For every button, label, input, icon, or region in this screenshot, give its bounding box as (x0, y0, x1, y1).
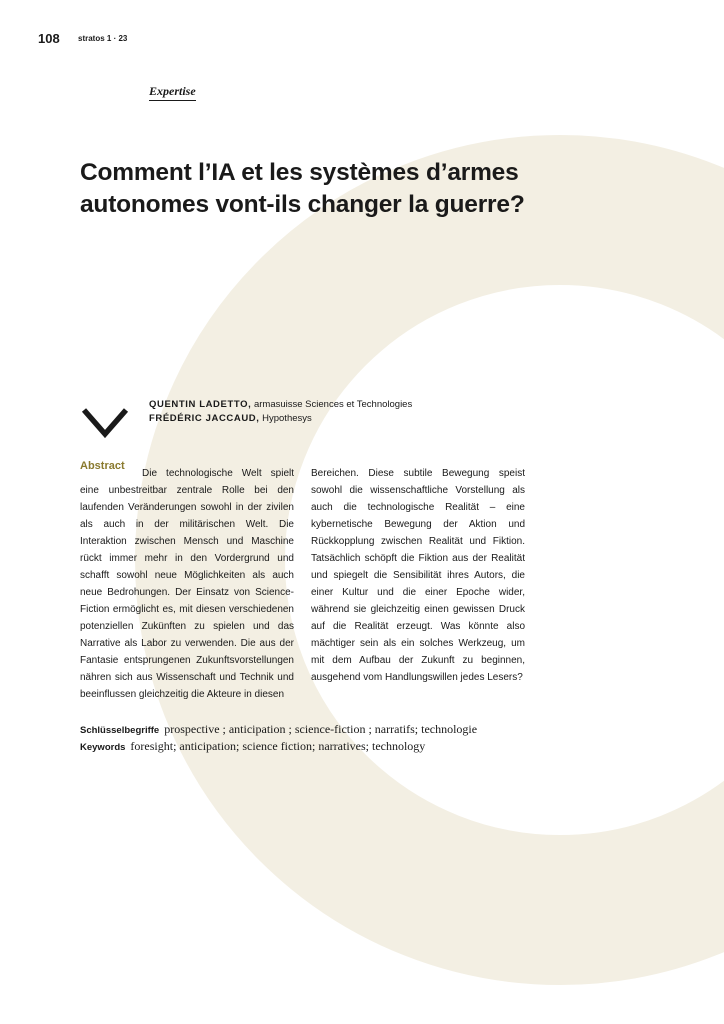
abstract-column-1: Die technologische Welt spielt eine unbestreitbar zentrale Rolle bei den laufenden Veränderungen sowohl in der zivilen als auch in der militärischen Welt. Die Interaktion zwischen Mensch und Maschine rückt immer mehr in den Vordergrund und schafft sowohl neue Möglichkeiten als auch neue Bedrohungen. Der Einsatz von Science-Fiction ermöglicht es, mit diesen verschiedenen potenziellen Zukünften zu spielen und das Narrative als Labor zu verwenden. Die aus der Fantasie entsprungenen Zukunftsvorstellungen nähren sich aus Wissenschaft und Technik und beeinflussen gleichzeitig die Akteure in diesen (80, 468, 294, 700)
page-number: 108 (38, 31, 60, 46)
abstract-label: Abstract (80, 460, 125, 472)
author-name: QUENTIN LADETTO, (149, 399, 252, 410)
keywords-label: Schlüsselbegriffe (80, 725, 160, 736)
keywords-line (80, 722, 477, 737)
article-title: Comment l’IA et les systèmes d’armes autonomes vont-ils changer la guerre? (80, 159, 525, 218)
author-name: FRÉDÉRIC JACCAUD, (149, 413, 260, 424)
author-affiliation: armasuisse Sciences et Technologies (253, 399, 413, 410)
journal-issue: stratos 1 · 23 (78, 34, 128, 43)
keywords-label: Keywords (80, 742, 126, 753)
author-line (149, 413, 312, 424)
keywords-value: prospective ; anticipation ; science-fiction ; narratifs; technologie (164, 722, 478, 736)
author-affiliation: Hypothesys (262, 413, 312, 424)
section-label: Expertise (149, 84, 196, 101)
keywords-line (80, 739, 425, 754)
chevron-down-icon (80, 404, 130, 442)
author-line (149, 399, 412, 410)
keywords-value: foresight; anticipation; science fiction; narratives; technology (130, 739, 426, 753)
abstract-column-2: Bereichen. Diese subtile Bewegung speist sowohl die wissenschaftliche Vorstellung als auch die technologische Realität – eine kybernetische Bewegung der Aktion und Rückkopplung zwischen Realität und Fiktion. Tatsächlich schöpft die Fiktion aus der Realität und spiegelt die Sensibilität ihres Autors, die einer Kultur und die einer Epoche wider, während sie gleichzeitig einen gewissen Druck auf die Realität erzeugt. Was könnte also mächtiger sein als ein solches Werkzeug, um mit dem Aufbau der Zukunft zu beginnen, ausgehend vom Handlungswillen jedes Lesers? (311, 468, 525, 683)
